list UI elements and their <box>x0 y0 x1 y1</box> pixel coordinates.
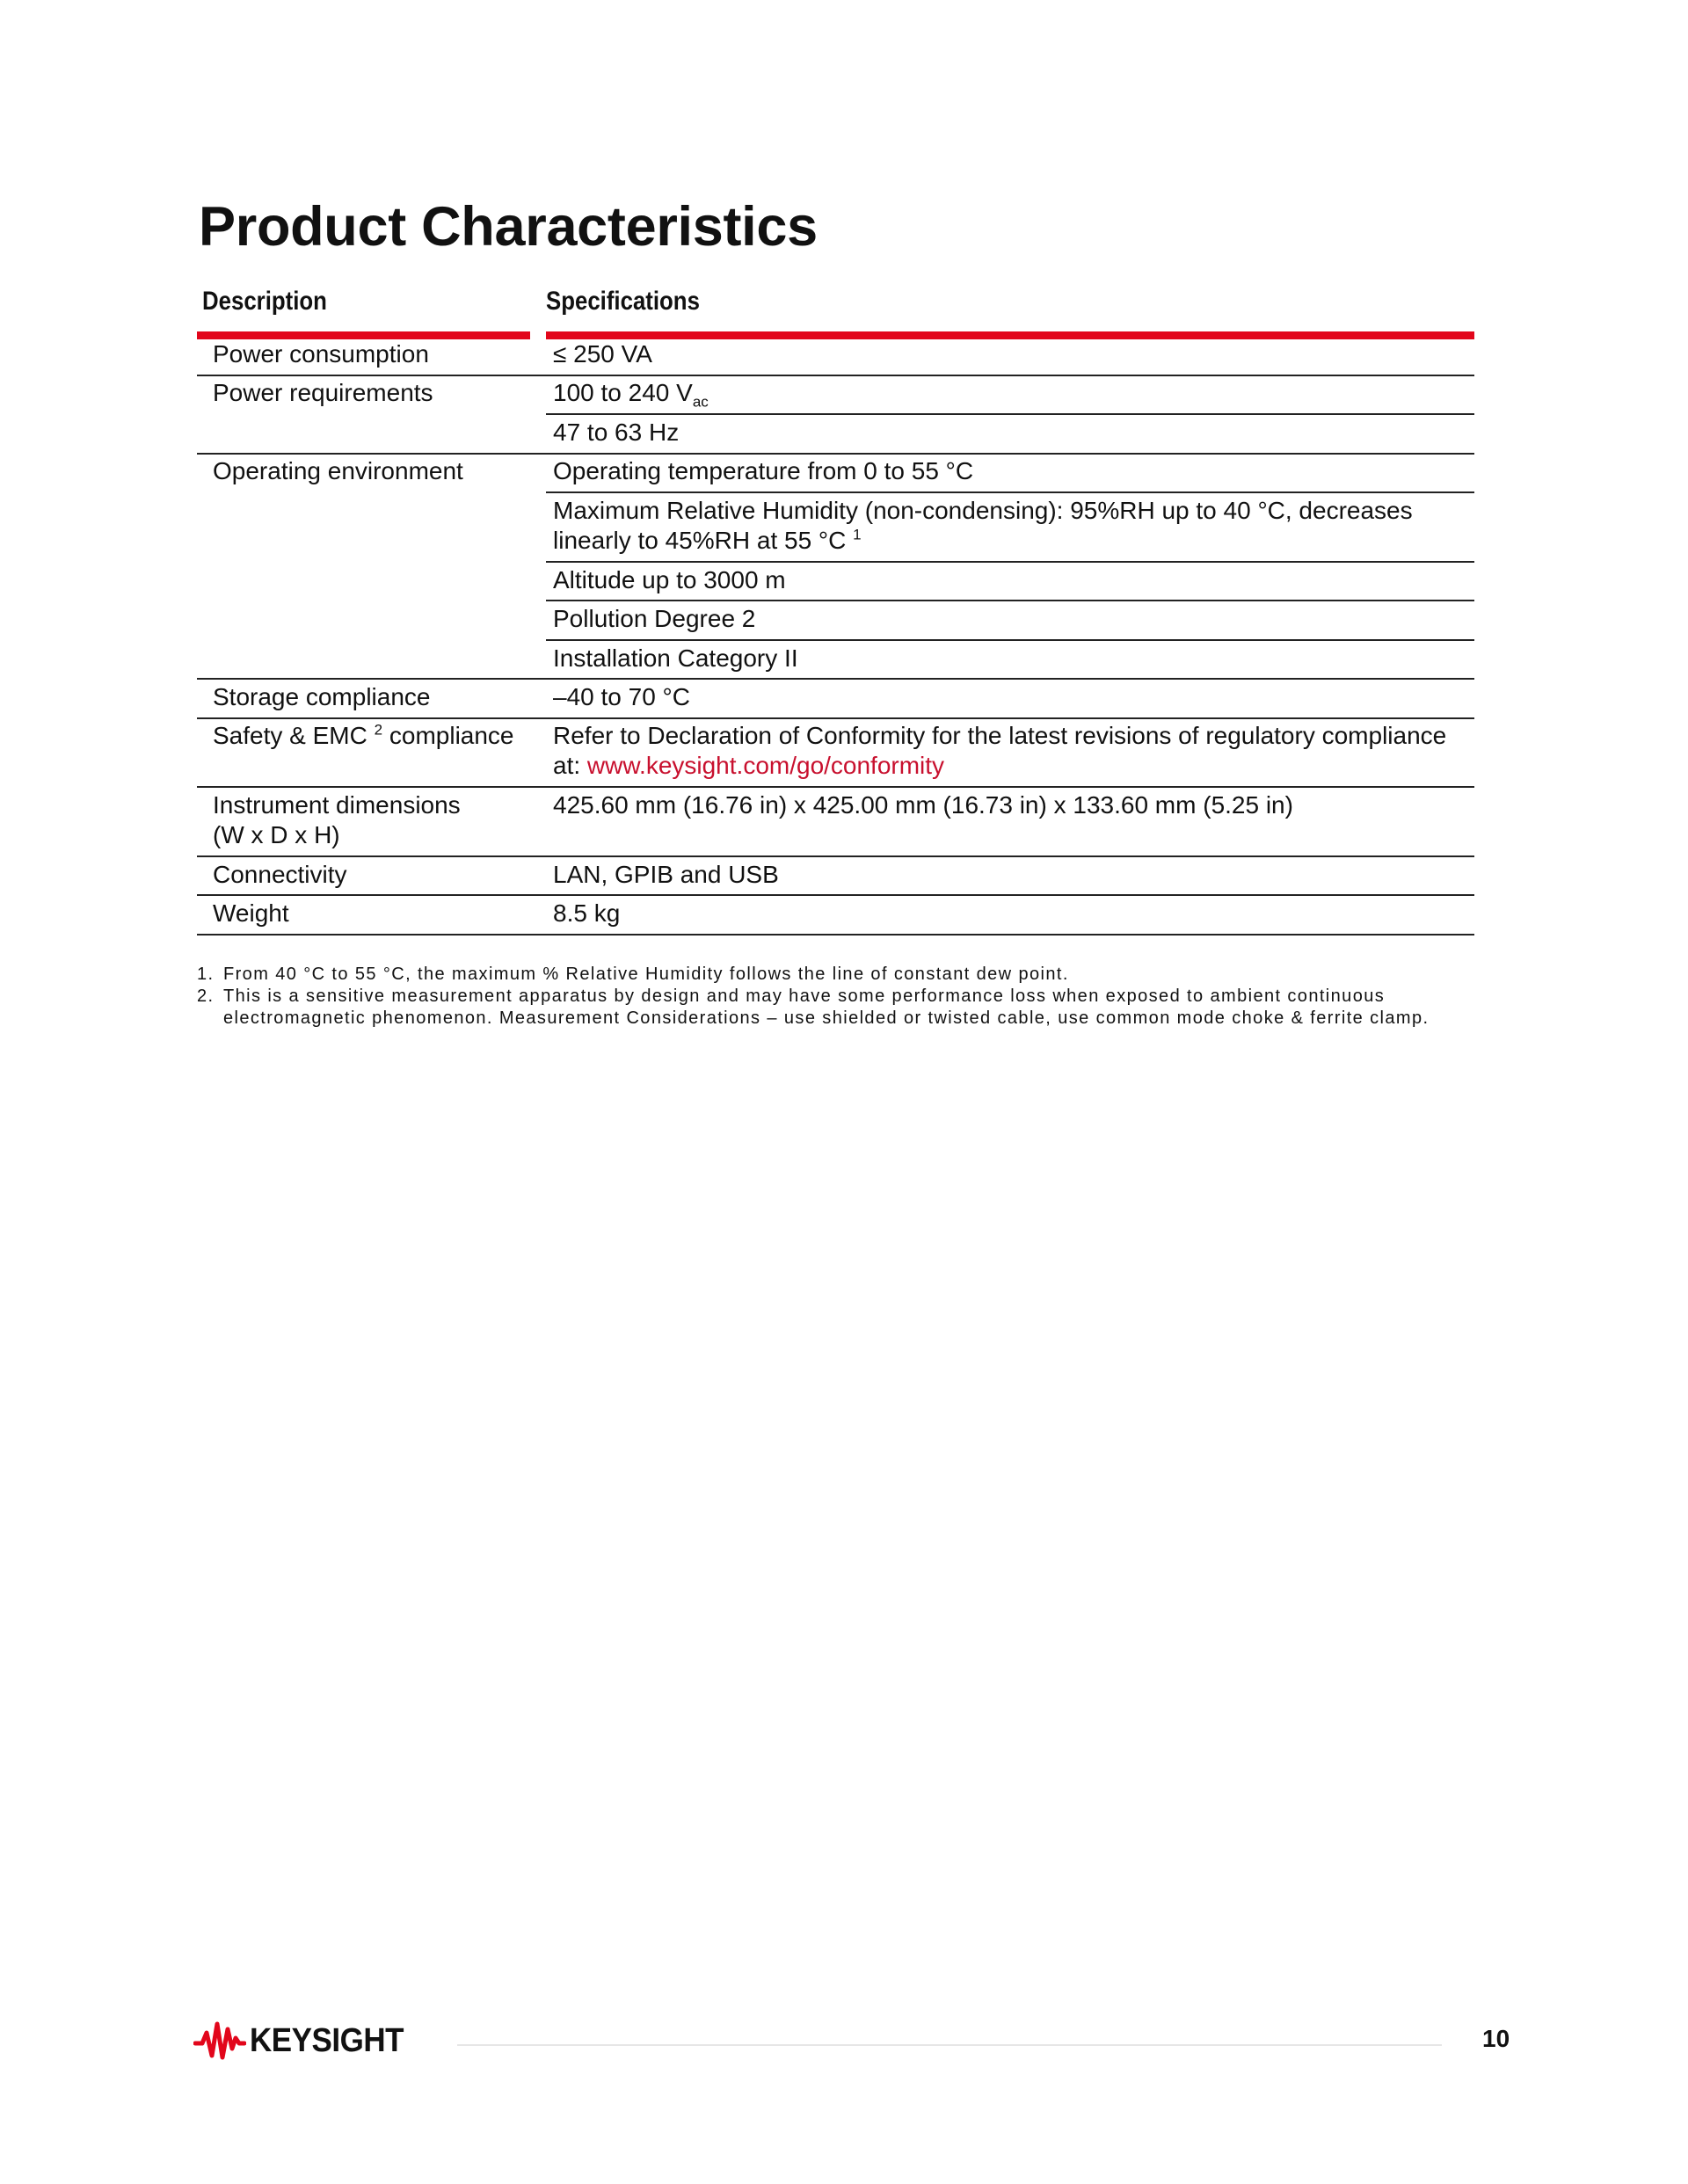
row-divider <box>546 561 1474 563</box>
header-accent-bar-description <box>197 331 530 339</box>
row-label-dimensions <box>213 790 525 850</box>
page-number: 10 <box>1482 2025 1510 2052</box>
safety-value-text: Refer to Declaration of Conformity for the latest revisions of regulatory compliance at: <box>553 722 1447 779</box>
voltage-subscript: ac <box>692 393 709 411</box>
safety-label-prefix: Safety & EMC <box>213 722 367 749</box>
table-bottom-rule <box>197 934 1474 935</box>
footnote-ref-1: 1 <box>853 526 862 543</box>
row-value-storage-compliance: –40 to 70 °C <box>553 683 690 710</box>
row-value-humidity <box>553 496 1467 556</box>
footnote-number: 2. <box>197 986 215 1006</box>
header-accent-bar-specifications <box>546 331 1474 339</box>
row-value-temperature: Operating temperature from 0 to 55 °C <box>553 457 974 484</box>
footnote-number: 1. <box>197 965 215 984</box>
keysight-wave-icon <box>193 2020 246 2061</box>
row-divider <box>197 855 1474 857</box>
row-divider <box>197 717 1474 719</box>
row-value-altitude: Altitude up to 3000 m <box>553 566 786 593</box>
safety-label-suffix: compliance <box>389 722 514 749</box>
footer-rule <box>457 2044 1442 2046</box>
humidity-text: Maximum Relative Humidity (non-condensing): 95%RH up to 40 °C, decreases linearly to 45%RH at 55 °C <box>553 497 1413 554</box>
dimensions-label-line1: Instrument dimensions <box>213 791 461 819</box>
row-divider <box>197 894 1474 896</box>
row-value-connectivity: LAN, GPIB and USB <box>553 861 779 888</box>
keysight-logo <box>193 2020 417 2061</box>
row-value-installation: Installation Category II <box>553 644 798 672</box>
dimensions-label-line2: (W x D x H) <box>213 821 340 848</box>
row-label-storage-compliance: Storage compliance <box>213 683 431 710</box>
brand-name: KEYSIGHT <box>250 2021 404 2059</box>
row-label-weight: Weight <box>213 899 289 927</box>
column-header-specifications: Specifications <box>546 287 700 316</box>
row-value-voltage <box>553 378 1467 411</box>
row-label-operating-environment: Operating environment <box>213 457 463 484</box>
row-divider <box>197 375 1474 376</box>
row-divider <box>197 678 1474 680</box>
conformity-link[interactable]: www.keysight.com/go/conformity <box>586 752 945 779</box>
row-value-dimensions: 425.60 mm (16.76 in) x 425.00 mm (16.73 in) x 133.60 mm (5.25 in) <box>553 791 1293 819</box>
column-header-description: Description <box>202 287 327 316</box>
row-label-power-requirements: Power requirements <box>213 379 433 406</box>
row-divider <box>197 453 1474 455</box>
row-divider <box>546 413 1474 415</box>
row-value-pollution: Pollution Degree 2 <box>553 605 756 632</box>
voltage-text: 100 to 240 V <box>553 379 693 406</box>
row-label-safety-emc <box>213 721 525 751</box>
footnote-text: This is a sensitive measurement apparatus by design and may have some performance loss when exposed to ambient continuous electromagnetic phenomenon. Measurement Considerations – use shielded or twisted cable, use common mode choke & ferrite clamp. <box>223 986 1430 1028</box>
footnote-2 <box>197 986 1481 1030</box>
row-divider <box>197 786 1474 788</box>
row-value-power-consumption: ≤ 250 VA <box>553 340 652 368</box>
footnotes <box>197 964 1481 1030</box>
footnote-ref-2: 2 <box>374 721 383 739</box>
row-divider <box>546 639 1474 641</box>
footnote-text: From 40 °C to 55 °C, the maximum % Relative Humidity follows the line of constant dew point. <box>223 965 1069 984</box>
footnote-1 <box>197 964 1481 986</box>
page-title: Product Characteristics <box>199 196 818 258</box>
row-value-safety-emc <box>553 721 1467 781</box>
row-value-weight: 8.5 kg <box>553 899 621 927</box>
row-value-frequency: 47 to 63 Hz <box>553 419 680 446</box>
row-divider <box>546 491 1474 493</box>
row-divider <box>546 600 1474 601</box>
row-label-connectivity: Connectivity <box>213 861 347 888</box>
row-label-power-consumption: Power consumption <box>213 340 429 368</box>
